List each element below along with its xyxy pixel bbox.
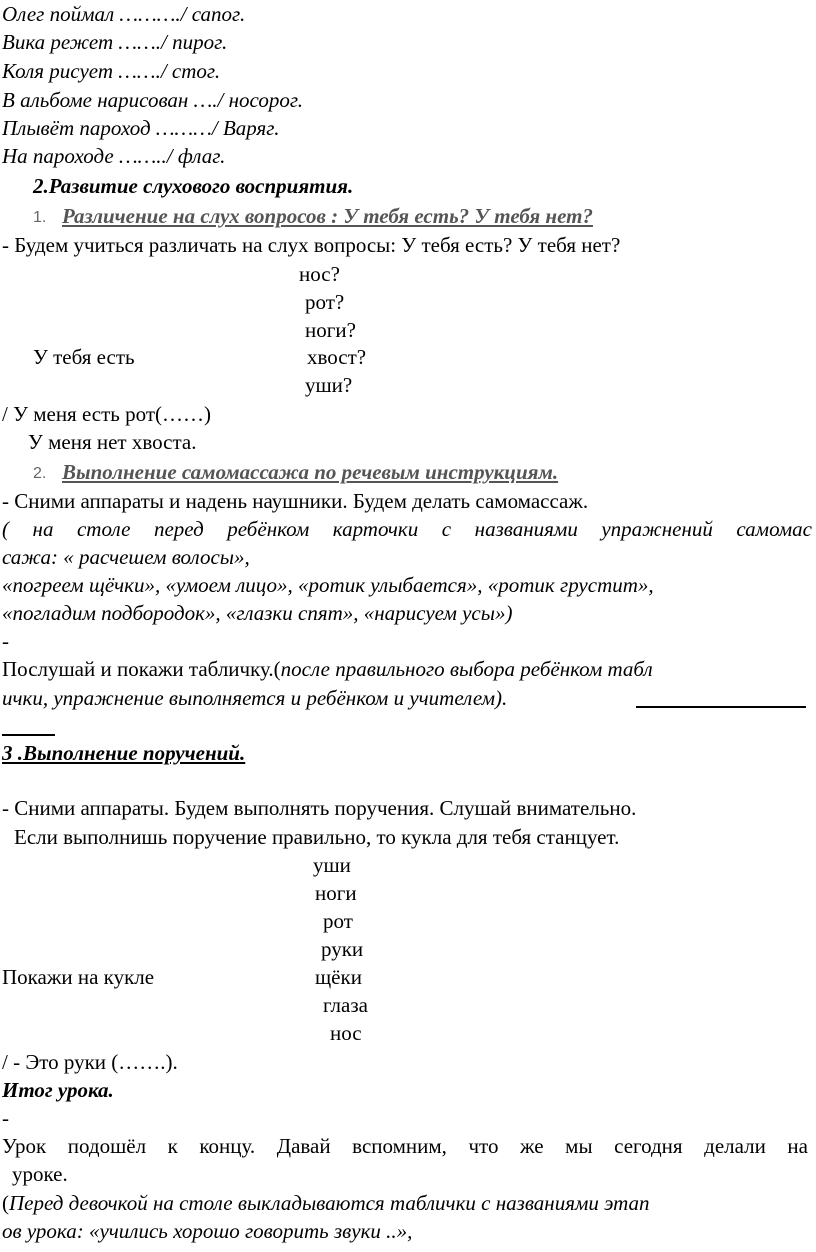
- sub2-dash: -: [2, 629, 9, 653]
- section3-word-6: глаза: [323, 993, 368, 1017]
- sub1-answer-2: У меня нет хвоста.: [28, 430, 197, 454]
- sub2-line-4: «погреем щёчки», «умоем лицо», «ротик улыбается», «ротик грустит»,: [2, 573, 654, 597]
- opening-line-2: Вика режет ……./ пирог.: [2, 30, 228, 54]
- summary-line-3-text: (: [2, 1191, 9, 1215]
- sub1-word-5: уши?: [305, 373, 353, 397]
- sub1-intro: - Будем учиться различать на слух вопросы: У тебя есть? У тебя нет?: [2, 233, 621, 257]
- summary-title: Итог урока.: [2, 1078, 114, 1102]
- opening-line-5: Плывёт пароход ………/ Варяг.: [2, 116, 280, 140]
- sub2-line-6: [2, 657, 808, 681]
- blank-underline-1: [636, 706, 806, 708]
- opening-line-3: Коля рисует ……./ стог.: [2, 59, 221, 83]
- sub1-word-4: хвост?: [307, 345, 367, 369]
- section2-title: 2.Развитие слухового восприятия.: [33, 174, 354, 198]
- opening-line-6: На пароходе ……../ флаг.: [2, 144, 226, 168]
- summary-line-1: Урок подошёл к концу. Давай вспомним, что же мы сегодня делали на: [2, 1134, 808, 1158]
- section3-word-2: ноги: [315, 881, 357, 905]
- summary-line-2: уроке.: [12, 1162, 68, 1186]
- sub1-word-2: рот?: [305, 290, 345, 314]
- summary-line-3-italic: Перед девочкой на столе выкладываются таблички с названиями этап: [9, 1191, 650, 1215]
- section3-word-3: рот: [323, 909, 353, 933]
- section3-word-4: руки: [321, 937, 364, 961]
- blank-underline-2: [2, 734, 55, 736]
- sub1-label: У тебя есть: [33, 345, 135, 369]
- section3-title: 3 .Выполнение поручений.: [2, 741, 246, 765]
- sub2-line-1: - Сними аппараты и надень наушники. Будем делать самомассаж.: [2, 489, 589, 513]
- sub2-line-7: ички, упражнение выполняется и ребёнком и учителем).: [2, 686, 508, 710]
- sub1-word-3: ноги?: [305, 318, 356, 342]
- section3-word-7: нос: [330, 1021, 362, 1045]
- sub2-line-3: сажа: « расчешем волосы»,: [2, 545, 250, 569]
- sub1-title: Различение на слух вопросов : У тебя есть? У тебя нет?: [62, 204, 593, 228]
- opening-line-1: Олег поймал ………./ сапог.: [2, 2, 246, 26]
- sub2-line-6-text: Послушай и покажи табличку.(: [2, 657, 281, 681]
- section3-line-1: - Сними аппараты. Будем выполнять поручения. Слушай внимательно.: [2, 796, 637, 820]
- sub2-title: Выполнение самомассажа по речевым инструкциям.: [62, 460, 559, 484]
- sub2-line-2: ( на столе перед ребёнком карточки с названиями упражнений самомас: [2, 517, 812, 541]
- section3-line-2: Если выполнишь поручение правильно, то кукла для тебя станцует.: [14, 825, 620, 849]
- section3-word-5: щёки: [315, 965, 362, 989]
- sub1-answer-1: / У меня есть рот(……): [2, 402, 212, 426]
- summary-line-3: [2, 1191, 808, 1215]
- section3-label: Покажи на кукле: [2, 965, 155, 989]
- sub1-word-1: нос?: [299, 262, 340, 286]
- opening-line-4: В альбоме нарисован …./ носорог.: [2, 88, 303, 112]
- sub2-line-6-italic: после правильного выбора ребёнком табл: [280, 657, 653, 681]
- sub2-number: 2.: [33, 465, 47, 482]
- section3-answer: / - Это руки (…….).: [2, 1050, 178, 1074]
- summary-line-4: ов урока: «учились хорошо говорить звуки ..»,: [2, 1219, 413, 1243]
- section3-word-1: уши: [313, 853, 351, 877]
- sub2-line-5: «погладим подбородок», «глазки спят», «нарисуем усы»): [2, 601, 513, 625]
- sub1-number: 1.: [33, 209, 47, 226]
- summary-dash: -: [2, 1106, 9, 1130]
